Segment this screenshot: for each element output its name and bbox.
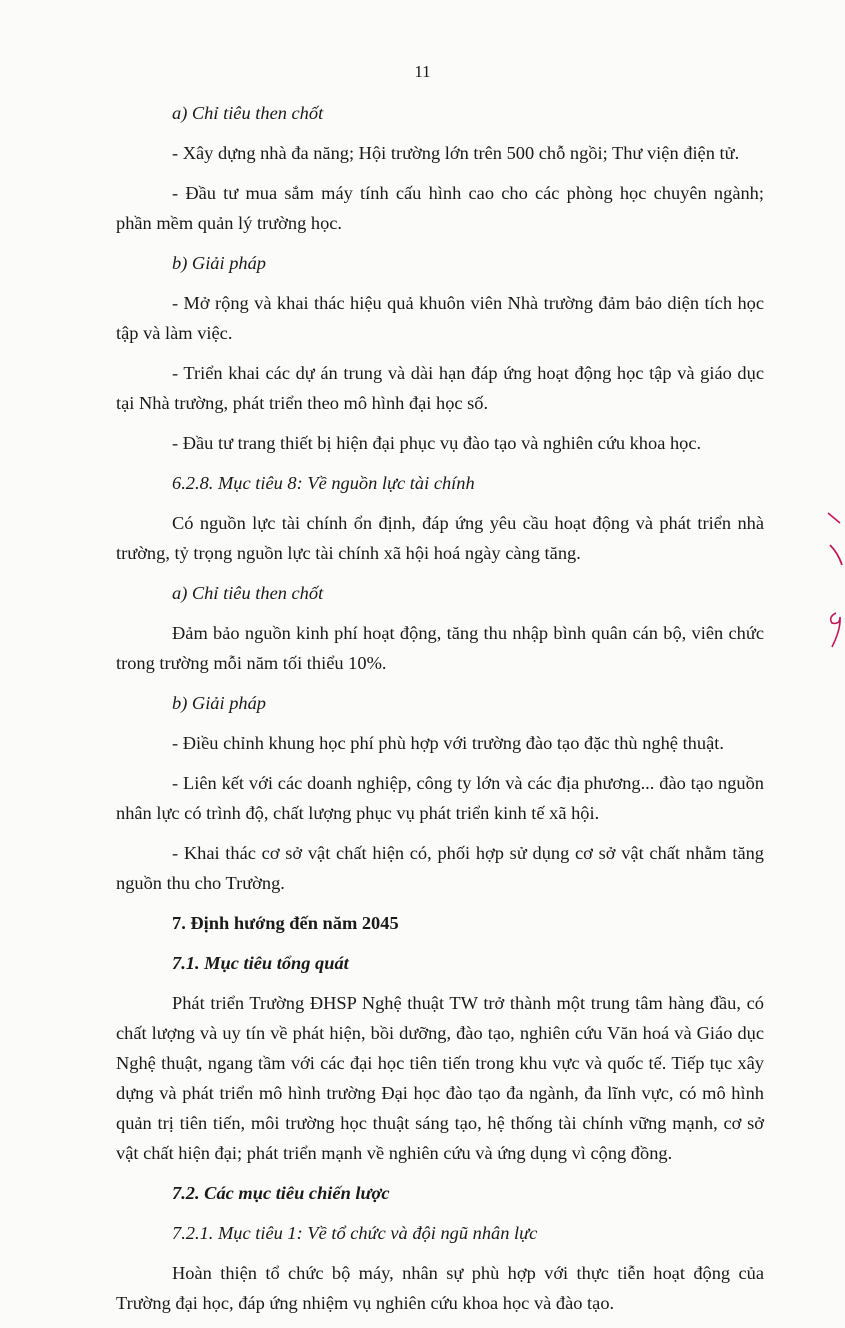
paragraph: Có nguồn lực tài chính ổn định, đáp ứng yêu cầu hoạt động và phát triển nhà trường, tỷ trọng nguồn lực tài chính xã hội hoá ngày càng tăng. xyxy=(116,513,764,563)
heading-key-targets: a) Chỉ tiêu then chốt xyxy=(172,103,324,123)
paragraph: Phát triển Trường ĐHSP Nghệ thuật TW trở thành một trung tâm hàng đầu, có chất lượng và uy tín về phát hiện, bồi dưỡng, đào tạo, nghiên cứu Văn hoá và Giáo dục Nghệ thuật, ngang tầm với các đại học tiên tiến trong khu vực và quốc tế. Tiếp tục xây dựng và phát triển mô hình trường Đại học đào tạo đa ngành, đa lĩnh vực, có mô hình quản trị tiên tiến, môi trường học thuật sáng tạo, hệ thống tài chính vững mạnh, cơ sở vật chất hiện đại; phát triển mạnh về nghiên cứu và ứng dụng vì cộng đồng. xyxy=(116,993,764,1163)
heading-key-targets: a) Chỉ tiêu then chốt xyxy=(172,583,324,603)
paragraph: - Đầu tư mua sắm máy tính cấu hình cao cho các phòng học chuyên ngành; phần mềm quản lý trường học. xyxy=(116,183,764,233)
heading-section-7-1: 7.1. Mục tiêu tổng quát xyxy=(172,953,349,973)
heading-goal-8: 6.2.8. Mục tiêu 8: Về nguồn lực tài chính xyxy=(172,473,475,493)
heading-section-7-2: 7.2. Các mục tiêu chiến lược xyxy=(172,1183,390,1203)
heading-section-7: 7. Định hướng đến năm 2045 xyxy=(172,913,399,933)
heading-solutions: b) Giải pháp xyxy=(172,693,266,713)
paragraph: - Xây dựng nhà đa năng; Hội trường lớn trên 500 chỗ ngồi; Thư viện điện tử. xyxy=(172,143,740,163)
paragraph: Đảm bảo nguồn kinh phí hoạt động, tăng thu nhập bình quân cán bộ, viên chức trong trường mỗi năm tối thiểu 10%. xyxy=(116,623,764,673)
paragraph: Hoàn thiện tổ chức bộ máy, nhân sự phù hợp với thực tiễn hoạt động của Trường đại học, đáp ứng nhiệm vụ nghiên cứu khoa học và đào tạo. xyxy=(116,1263,764,1313)
paragraph: - Điều chỉnh khung học phí phù hợp với trường đào tạo đặc thù nghệ thuật. xyxy=(172,733,724,753)
heading-solutions: b) Giải pháp xyxy=(172,253,266,273)
paragraph: - Đầu tư trang thiết bị hiện đại phục vụ đào tạo và nghiên cứu khoa học. xyxy=(172,433,702,453)
red-ink-margin-mark xyxy=(820,505,845,665)
body-text xyxy=(116,98,764,1328)
page-number: 11 xyxy=(414,62,431,81)
paragraph: - Khai thác cơ sở vật chất hiện có, phối hợp sử dụng cơ sở vật chất nhằm tăng nguồn thu cho Trường. xyxy=(116,843,764,893)
paragraph: - Liên kết với các doanh nghiệp, công ty lớn và các địa phương... đào tạo nguồn nhân lực có trình độ, chất lượng phục vụ phát triển kinh tế xã hội. xyxy=(116,773,764,823)
paragraph: - Mở rộng và khai thác hiệu quả khuôn viên Nhà trường đảm bảo diện tích học tập và làm việc. xyxy=(116,293,764,343)
heading-section-7-2-1: 7.2.1. Mục tiêu 1: Về tổ chức và đội ngũ nhân lực xyxy=(172,1223,538,1243)
paragraph: - Triển khai các dự án trung và dài hạn đáp ứng hoạt động học tập và giáo dục tại Nhà trường, phát triển theo mô hình đại học số. xyxy=(116,363,764,413)
